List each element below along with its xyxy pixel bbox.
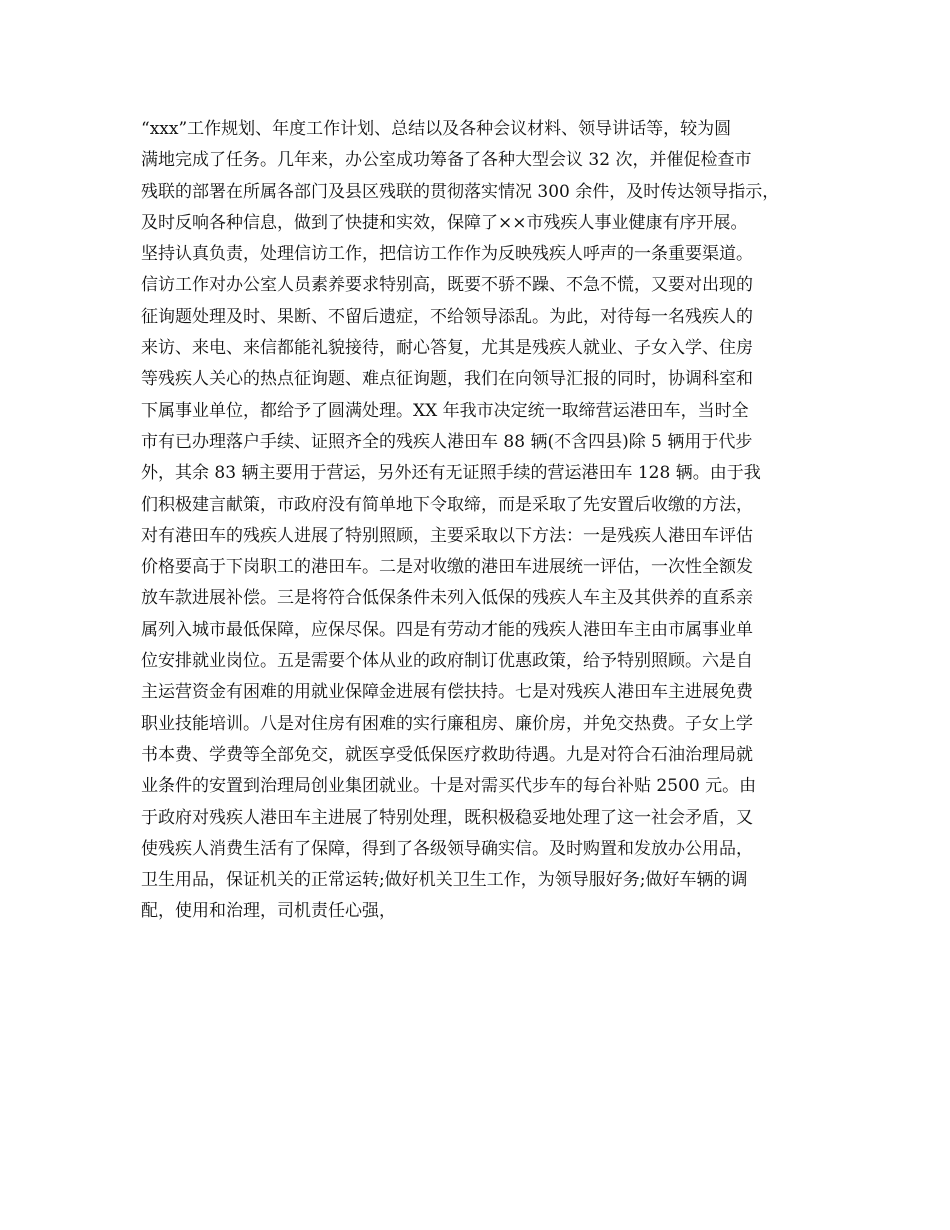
text-line: 们积极建言献策，市政府没有简单地下令取缔，而是采取了先安置后收缴的方法， <box>141 494 753 515</box>
text-line: 及时反响各种信息，做到了快捷和实效，保障了××市残疾人事业健康有序开展。 <box>141 212 748 233</box>
text-line: 市有已办理落户手续、证照齐全的残疾人港田车 88 辆(不含四县)除 5 辆用于代步 <box>141 431 753 452</box>
text-line: 外，其余 83 辆主要用于营运，另外还有无证照手续的营运港田车 128 辆。由于我 <box>141 463 761 484</box>
text-line: 下属事业单位，都给予了圆满处理。XX 年我市决定统一取缔营运港田车，当时全 <box>141 400 749 421</box>
text-line: 等残疾人关心的热点征询题、难点征询题，我们在向领导汇报的同时，协调科室和 <box>141 369 753 390</box>
text-line: 卫生用品，保证机关的正常运转;做好机关卫生工作，为领导服好务;做好车辆的调 <box>141 870 748 891</box>
text-line: 残联的部署在所属各部门及县区残联的贯彻落实情况 300 余件，及时传达领导指示， <box>141 181 780 202</box>
text-line: 主运营资金有困难的用就业保障金进展有偿扶持。七是对残疾人港田车主进展免费 <box>141 682 753 703</box>
text-line: 书本费、学费等全部免交，就医享受低保医疗救助待遇。九是对符合石油治理局就 <box>141 744 753 765</box>
text-line: 使残疾人消费生活有了保障，得到了各级领导确实信。及时购置和发放办公用品， <box>141 838 753 859</box>
text-line: 配，使用和治理，司机责任心强， <box>141 901 396 922</box>
text-line: 来访、来电、来信都能礼貌接待，耐心答复，尤其是残疾人就业、子女入学、住房 <box>141 338 753 359</box>
text-line: 于政府对残疾人港田车主进展了特别处理，既积极稳妥地处理了这一社会矛盾，又 <box>141 807 753 828</box>
text-line: 位安排就业岗位。五是需要个体从业的政府制订优惠政策，给予特别照顾。六是自 <box>141 651 753 672</box>
text-line: 职业技能培训。八是对住房有困难的实行廉租房、廉价房，并免交热费。子女上学 <box>141 713 753 734</box>
text-line: 价格要高于下岗职工的港田车。二是对收缴的港田车进展统一评估，一次性全额发 <box>141 557 753 578</box>
text-line: 业条件的安置到治理局创业集团就业。十是对需买代步车的每台补贴 2500 元。由 <box>141 776 757 797</box>
text-line: “xxx”工作规划、年度工作计划、总结以及各种会议材料、领导讲话等，较为圆 <box>141 119 732 139</box>
text-line: 征询题处理及时、果断、不留后遗症，不给领导添乱。为此，对待每一名残疾人的 <box>141 306 753 327</box>
text-line: 坚持认真负责，处理信访工作，把信访工作作为反映残疾人呼声的一条重要渠道。 <box>141 244 753 265</box>
text-line: 放车款进展补偿。三是将符合低保条件未列入低保的残疾人车主及其供养的直系亲 <box>141 588 753 609</box>
text-line: 对有港田车的残疾人进展了特别照顾，主要采取以下方法：一是残疾人港田车评估 <box>141 525 753 546</box>
text-line: 满地完成了任务。几年来，办公室成功筹备了各种大型会议 32 次，并催促检查市 <box>141 150 752 171</box>
body-text <box>141 114 831 928</box>
text-line: 属列入城市最低保障，应保尽保。四是有劳动才能的残疾人港田车主由市属事业单 <box>141 619 753 640</box>
text-line: 信访工作对办公室人员素养要求特别高，既要不骄不躁、不急不慌，又要对出现的 <box>141 275 753 296</box>
